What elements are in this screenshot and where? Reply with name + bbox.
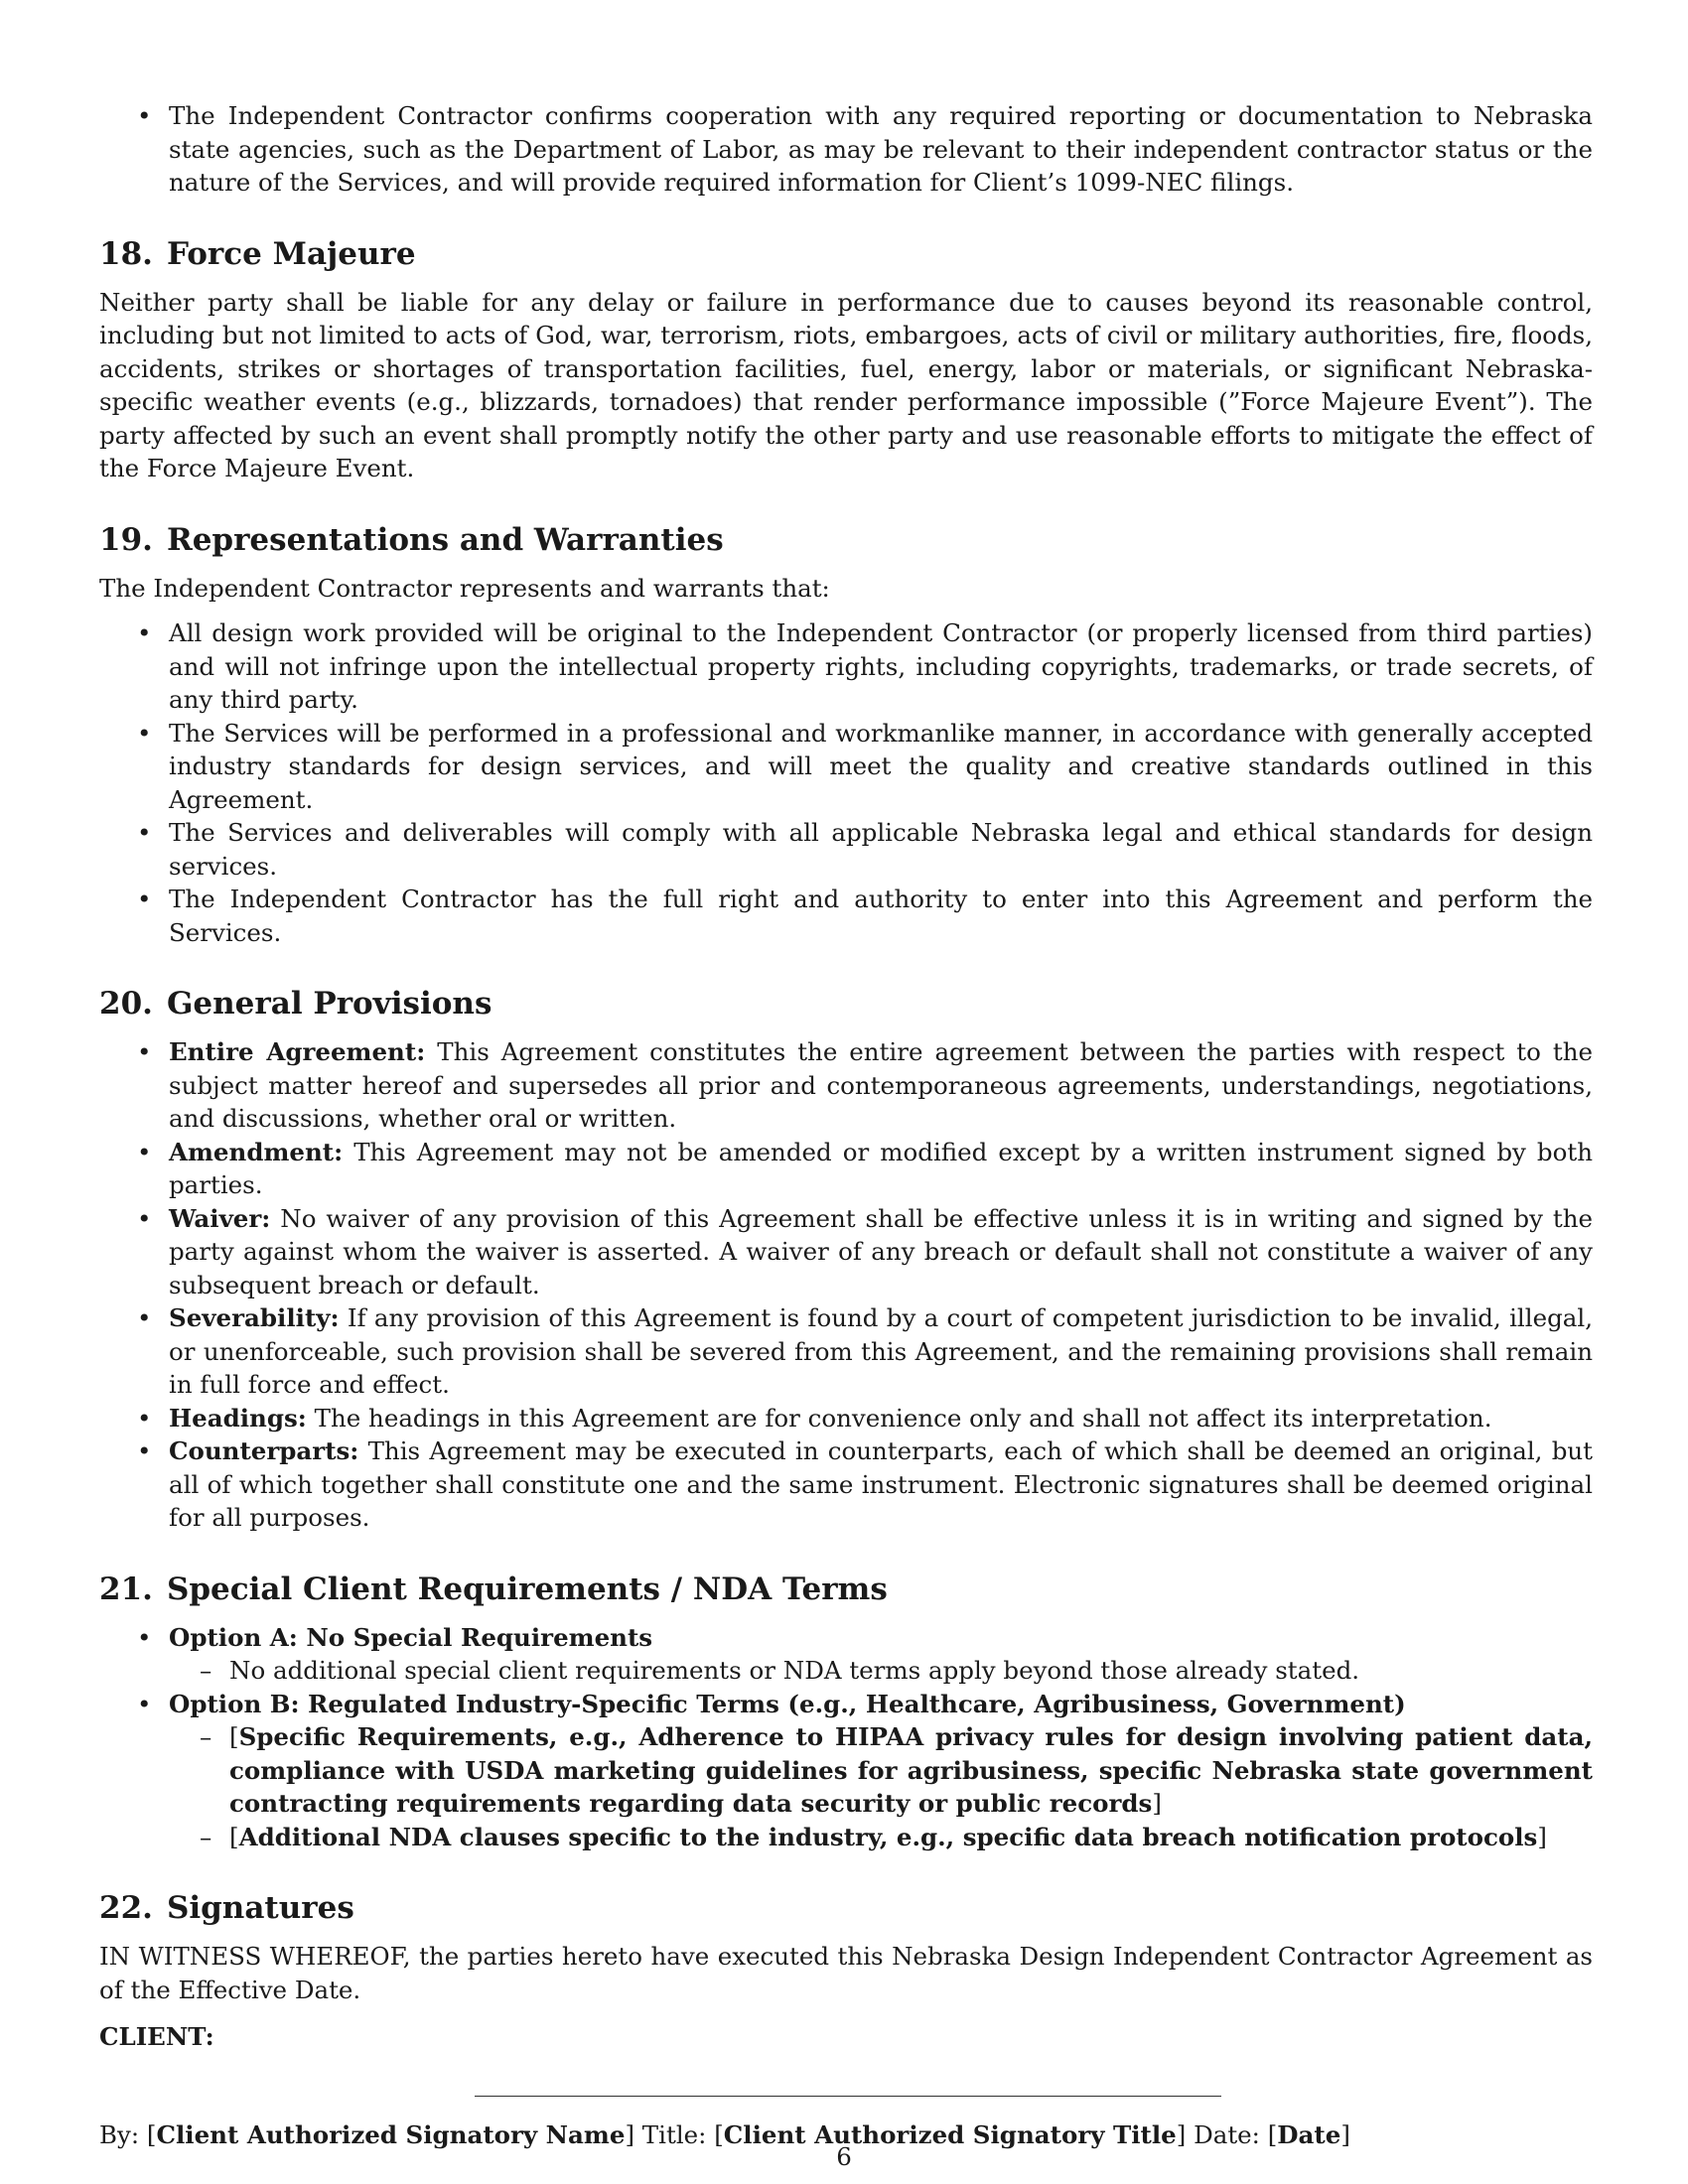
option-b-label: Option B: Regulated Industry-Specific Terms (e.g., Healthcare, Agribusiness, Government) [169,1689,1406,1718]
warranty-list [99,616,1593,949]
section-special-client-requirements [99,1570,1593,1854]
provisions-list [99,1035,1593,1535]
section-title: Representations and Warranties [166,521,724,558]
option-a-sublist [169,1654,1593,1688]
section-heading [99,1888,1593,1928]
section-title: General Provisions [166,986,492,1022]
provision-text: No waiver of any provision of this Agreement shall be effective unless it is in writing and signed by the party against whom the waiver is asserted. A waiver of any breach or default shall not constitute a waiver of any subsequent breach or default. [169,1203,1594,1299]
option-a-item [99,1621,1593,1688]
provision-term: Waiver: [169,1203,271,1233]
signatory-name-placeholder: Client Authorized Signatory Name [156,2119,626,2149]
section-number: 18. [99,235,153,272]
placeholder-text: Additional NDA clauses specific to the industry, e.g., specific data breach notification protocols [238,1822,1538,1851]
section-number: 20. [99,986,153,1022]
list-item [99,1136,1593,1202]
option-b-item [99,1688,1593,1854]
list-item [99,1402,1593,1435]
provision-term: Headings: [169,1403,307,1433]
list-item: • The Services will be performed in a professional and workmanlike manner, in accordance with generally accepted industry standards for design services, and will meet the quality and creative standards outlined in this Agreement. [99,717,1593,817]
witness-clause: IN WITNESS WHEREOF, the parties hereto have executed this Nebraska Design Independent Contractor Agreement as of the Effective Date. [99,1942,1593,2004]
signature-line [475,2096,1221,2097]
sublist-item: – [Specific Requirements, e.g., Adherence to HIPAA privacy rules for design involving patient data, compliance with USDA marketing guidelines for agribusiness, specific Nebraska state government contracting requirements regarding data security or public records] [169,1720,1593,1821]
list-item [99,1301,1593,1402]
section-heading [99,234,1593,274]
list-item: • The Independent Contractor confirms cooperation with any required reporting or documentation to Nebraska state agencies, such as the Department of Labor, as may be relevant to their independent contractor status or the nature of the Services, and will provide required information for Client’s 1099-NEC filings. [99,99,1593,200]
section-heading [99,984,1593,1024]
section-body: Neither party shall be liable for any delay or failure in performance due to causes beyond its reasonable control, including but not limited to acts of God, war, terrorism, riots, embargoes, acts of civil or military authorities, fire, floods, accidents, strikes or shortages of transportation facilities, fuel, energy, labor or materials, or significant Nebraska-specific weather events (e.g., blizzards, tornadoes) that render performance impossible (”Force Majeure Event”). The party affected by such an event shall promptly notify the other party and use reasonable efforts to mitigate the effect of the Force Majeure Event. [99,287,1593,482]
list-item [99,1434,1593,1535]
provision-term: Severability: [169,1303,340,1332]
list-item [99,1035,1593,1136]
client-label: CLIENT: [99,2022,214,2051]
provision-term: Amendment: [169,1137,344,1166]
list-item [99,1202,1593,1302]
option-a-label: Option A: No Special Requirements [169,1622,653,1652]
section-heading [99,1570,1593,1609]
provision-term: Counterparts: [169,1436,359,1465]
date-label: Date: [1194,2119,1260,2149]
provision-text: This Agreement may be executed in counterparts, each of which shall be deemed an original, but all of which together shall constitute one and the same instrument. Electronic signatures shall be deemed original for all purposes. [169,1436,1593,1532]
document-page [99,99,1593,2151]
section-number: 21. [99,1570,153,1607]
section-general-provisions [99,984,1593,1535]
section-signatures [99,1888,1593,2151]
signatory-line: By: [Client Authorized Signatory Name] Title: [Client Authorized Signatory Title] Date: [Date] [99,2119,1350,2149]
provision-text: If any provision of this Agreement is found by a court of competent jurisdiction to be invalid, illegal, or unenforceable, such provision shall be severed from this Agreement, and the remaining provisions shall remain in full force and effect. [169,1303,1593,1399]
page-number: 6 [836,2142,852,2171]
provision-term: Entire Agreement: [169,1037,426,1066]
provision-text: The headings in this Agreement are for convenience only and shall not affect its interpretation. [314,1403,1492,1433]
provision-text: This Agreement may not be amended or modified except by a written instrument signed by both parties. [169,1137,1593,1199]
option-b-sublist [169,1720,1593,1853]
placeholder-text: Specific Requirements, e.g., Adherence to HIPAA privacy rules for design involving patient data, compliance with USDA marketing guidelines for agribusiness, specific Nebraska state government contracting requirements regarding data security or public records [229,1722,1593,1818]
list-item: • All design work provided will be original to the Independent Contractor (or properly licensed from third parties) and will not infringe upon the intellectual property rights, including copyrights, trademarks, or trade secrets, of any third party. [99,616,1593,717]
by-label: By: [99,2119,140,2149]
title-label: Title: [641,2119,707,2149]
sublist-item: – [Additional NDA clauses specific to the industry, e.g., specific data breach notification protocols] [169,1821,1593,1854]
section-force-majeure [99,234,1593,485]
provision-text: This Agreement constitutes the entire agreement between the parties with respect to the subject matter hereof and supersedes all prior and contemporaneous agreements, understandings, negotiations, and discussions, whether oral or written. [169,1037,1593,1133]
list-item: • The Independent Contractor has the full right and authority to enter into this Agreement and perform the Services. [99,883,1593,949]
section-number: 22. [99,1890,153,1926]
section-representations-warranties [99,520,1593,950]
date-placeholder: Date [1277,2119,1341,2149]
sublist-item: – No additional special client requirements or NDA terms apply beyond those already stated. [169,1654,1593,1688]
signatory-title-placeholder: Client Authorized Signatory Title [723,2119,1177,2149]
options-list [99,1621,1593,1854]
section-title: Force Majeure [166,235,416,272]
section-number: 19. [99,521,153,558]
section-heading [99,520,1593,560]
section-intro: The Independent Contractor represents and warrants that: [99,573,830,603]
section-title: Special Client Requirements / NDA Terms [166,1570,888,1607]
section-title: Signatures [166,1890,354,1926]
list-item: • The Services and deliverables will comply with all applicable Nebraska legal and ethical standards for design services. [99,816,1593,883]
continued-bullet-list [99,99,1593,200]
